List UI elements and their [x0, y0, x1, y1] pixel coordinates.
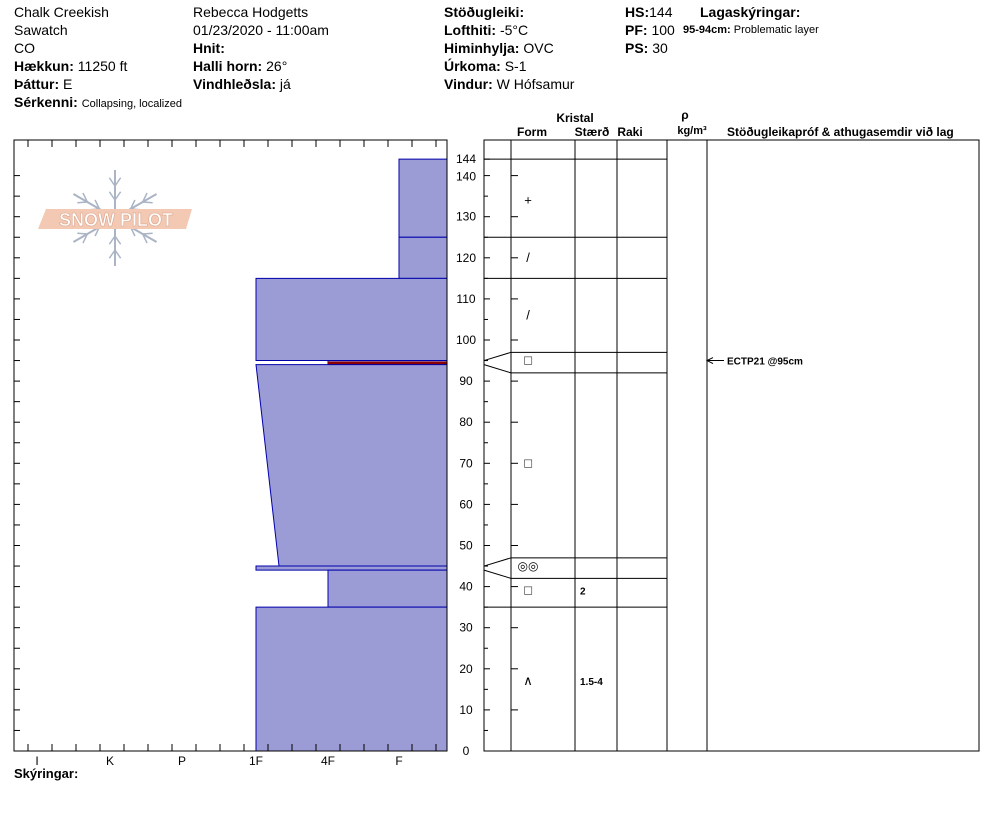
depth-label-30: 30 — [459, 620, 473, 635]
stability-label: Stöðugleiki: — [444, 4, 525, 20]
hardness-layer-4 — [256, 365, 447, 566]
table-frame — [484, 140, 979, 751]
layer-connector — [484, 558, 511, 566]
hardness-layer-1 — [399, 237, 447, 278]
precip-value: S-1 — [504, 58, 527, 74]
observer-name: Rebecca Hodgetts — [193, 4, 309, 20]
depth-label-0: 0 — [462, 744, 470, 758]
hardness-label-I: I — [35, 754, 39, 768]
grain-form-0: + — [524, 192, 532, 208]
grain-form-5: ◎◎ — [517, 559, 539, 574]
depth-label-50: 50 — [459, 538, 473, 553]
hardness-layer-7 — [256, 607, 447, 751]
features-label: Sérkenni: — [14, 94, 78, 110]
layer-note-depth: 95-94cm: — [683, 24, 731, 36]
aspect-label: Þáttur: — [14, 76, 60, 92]
snowflake-branch — [143, 233, 153, 234]
hardness-layer-6 — [328, 570, 447, 607]
depth-label-100: 100 — [455, 333, 477, 347]
hardness-layer-0 — [399, 159, 447, 237]
grain-form-1: / — [526, 249, 530, 265]
pf-value: 100 — [651, 22, 675, 38]
state: CO — [14, 40, 35, 56]
hardness-layer-2 — [256, 278, 447, 360]
elevation-value: 11250 ft — [77, 58, 128, 74]
rho-header: ρ — [681, 108, 689, 122]
sky-value: OVC — [523, 40, 554, 56]
hardness-plot — [14, 140, 447, 768]
aspect-value: E — [63, 76, 73, 92]
wind-label: Vindur: — [444, 76, 493, 92]
precip-label: Úrkoma: — [444, 58, 501, 74]
stability-test-0: ECTP21 @95cm — [727, 356, 803, 368]
density-unit-header: kg/m³ — [677, 125, 707, 137]
form-header: Form — [517, 125, 547, 139]
size-header: Stærð — [574, 125, 610, 139]
wind-loading-label: Vindhleðsla: — [193, 76, 276, 92]
depth-label-90: 90 — [459, 374, 473, 389]
depth-label-60: 60 — [459, 497, 473, 512]
hardness-layer-5 — [256, 566, 447, 570]
logo-text: SNOW PILOT — [59, 210, 173, 230]
depth-label-20: 20 — [459, 661, 473, 676]
wind-value: W Hófsamur — [496, 76, 575, 92]
layer-notes-label: Lagaskýringar: — [700, 4, 801, 20]
depth-label-10: 10 — [459, 702, 473, 717]
ps-label: PS: — [625, 40, 649, 56]
hardness-label-4F: 4F — [320, 754, 336, 768]
grain-size-7: 1.5-4 — [580, 677, 603, 689]
grain-form-4: □ — [524, 455, 532, 471]
depth-label-144: 144 — [455, 152, 477, 167]
air-temp-value: -5°C — [499, 22, 529, 38]
layer-connector — [484, 352, 511, 360]
grain-size-6: 2 — [580, 586, 586, 598]
features-value: Collapsing, localized — [81, 98, 182, 110]
location-name: Chalk Creekish — [14, 4, 109, 20]
coords-label: Hnit: — [193, 40, 225, 56]
depth-label-40: 40 — [459, 579, 473, 594]
grain-form-6: □ — [524, 582, 532, 598]
hardness-label-F: F — [395, 754, 403, 768]
depth-label-140: 140 — [455, 169, 477, 184]
depth-label-130: 130 — [455, 209, 477, 224]
layer-connector — [484, 365, 511, 373]
elevation-label: Hækkun: — [14, 58, 74, 74]
layer-note-text: Problematic layer — [733, 24, 819, 36]
air-temp-label: Lofthiti: — [444, 22, 497, 38]
grain-form-7: ∧ — [523, 673, 533, 689]
depth-label-70: 70 — [459, 456, 473, 471]
depth-label-80: 80 — [459, 415, 473, 430]
depth-label-110: 110 — [456, 291, 476, 306]
grain-form-3: □ — [524, 352, 532, 368]
wind-loading-value: já — [279, 76, 291, 92]
observation-datetime: 01/23/2020 - 11:00am — [193, 22, 329, 38]
pf-label: PF: — [625, 22, 648, 38]
hardness-label-K: K — [105, 754, 115, 768]
tests-header: Stöðugleikapróf & athugasemdir við lag — [727, 125, 954, 139]
sky-label: Himinhylja: — [444, 40, 520, 56]
snowpilot-logo — [38, 170, 192, 266]
grain-form-2: / — [526, 307, 530, 323]
hardness-label-1F: 1F — [248, 754, 264, 768]
slope-value: 26° — [266, 58, 288, 74]
layer-connector — [484, 570, 511, 578]
ps-value: 30 — [652, 40, 668, 56]
mountain-range: Sawatch — [14, 22, 68, 38]
depth-label-120: 120 — [455, 250, 477, 265]
legend-label: Skýringar: — [14, 766, 79, 781]
moisture-header: Raki — [617, 125, 643, 139]
crystal-header: Kristal — [556, 111, 594, 125]
snowflake-branch — [77, 233, 87, 234]
hs-label: HS: — [625, 4, 650, 20]
snowflake-branch — [77, 202, 87, 203]
layer-table — [456, 108, 979, 758]
hs-value: 144 — [649, 4, 673, 20]
snowflake-branch — [143, 202, 153, 203]
hardness-label-P: P — [177, 754, 187, 768]
slope-label: Halli horn: — [193, 58, 263, 74]
